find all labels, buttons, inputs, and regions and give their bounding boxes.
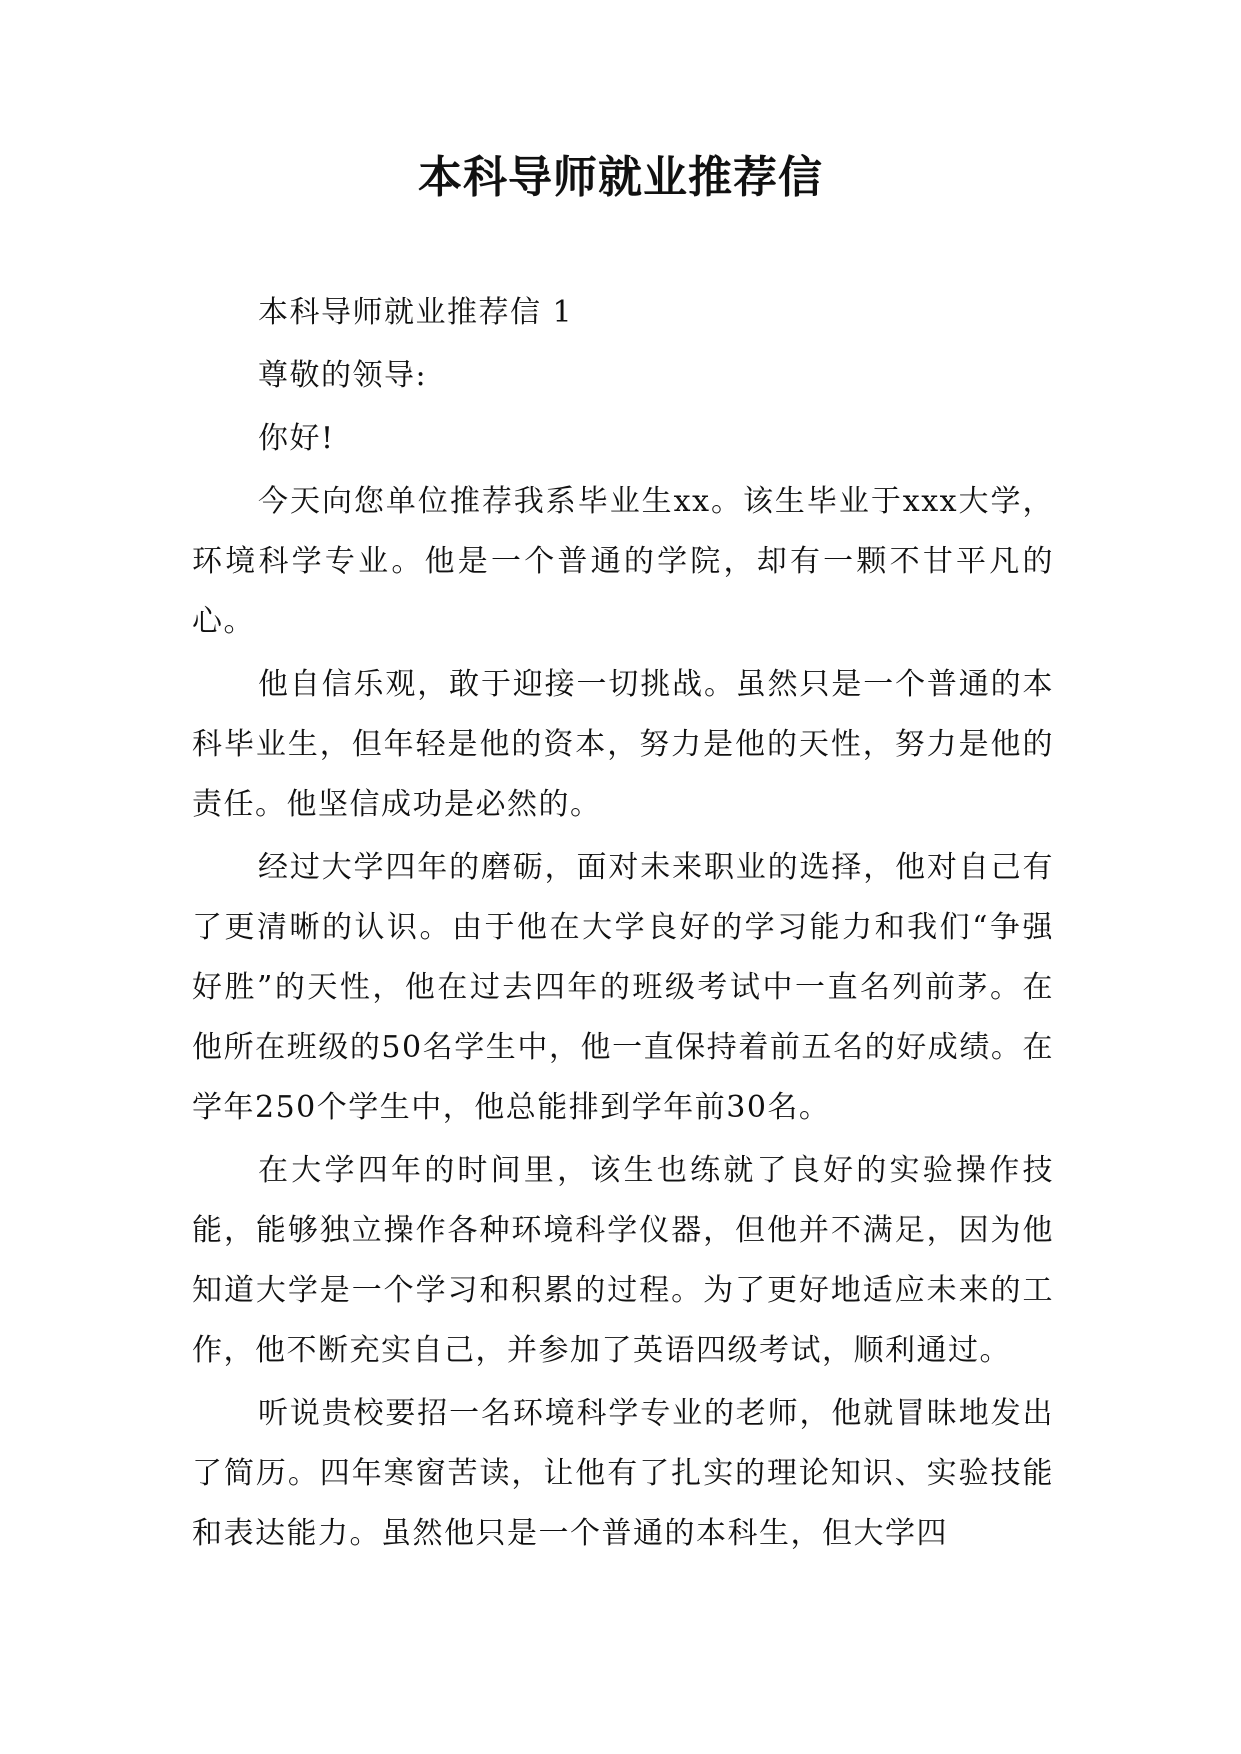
greeting: 你好! [258,421,335,456]
paragraph: 在大学四年的时间里，该生也练就了良好的实验操作技能，能够独立操作各种环境科学仪器，但他并不满足，因为他知道大学是一个学习和积累的过程。为了更好地适应未来的工作，他不断充实自己，并参加了英语四级考试，顺利通过。 [192,1153,1054,1368]
document-body [192,283,1054,1567]
paragraph: 今天向您单位推荐我系毕业生xx。该生毕业于xxx大学，环境科学专业。他是一个普通的学院，却有一颗不甘平凡的心。 [192,484,1054,639]
paragraph: 经过大学四年的磨砺，面对未来职业的选择，他对自己有了更清晰的认识。由于他在大学良好的学习能力和我们“争强好胜”的天性，他在过去四年的班级考试中一直名列前茅。在他所在班级的50名学生中，他一直保持着前五名的好成绩。在学年250个学生中，他总能排到学年前30名。 [192,850,1054,1125]
paragraph: 听说贵校要招一名环境科学专业的老师，他就冒昧地发出了简历。四年寒窗苦读，让他有了扎实的理论知识、实验技能和表达能力。虽然他只是一个普通的本科生，但大学四 [192,1396,1054,1551]
salutation: 尊敬的领导: [258,358,428,393]
subtitle-line: 本科导师就业推荐信 1 [258,295,574,330]
paragraph: 他自信乐观，敢于迎接一切挑战。虽然只是一个普通的本科毕业生，但年轻是他的资本，努力是他的天性，努力是他的责任。他坚信成功是必然的。 [192,667,1054,822]
document-title: 本科导师就业推荐信 [418,152,823,203]
